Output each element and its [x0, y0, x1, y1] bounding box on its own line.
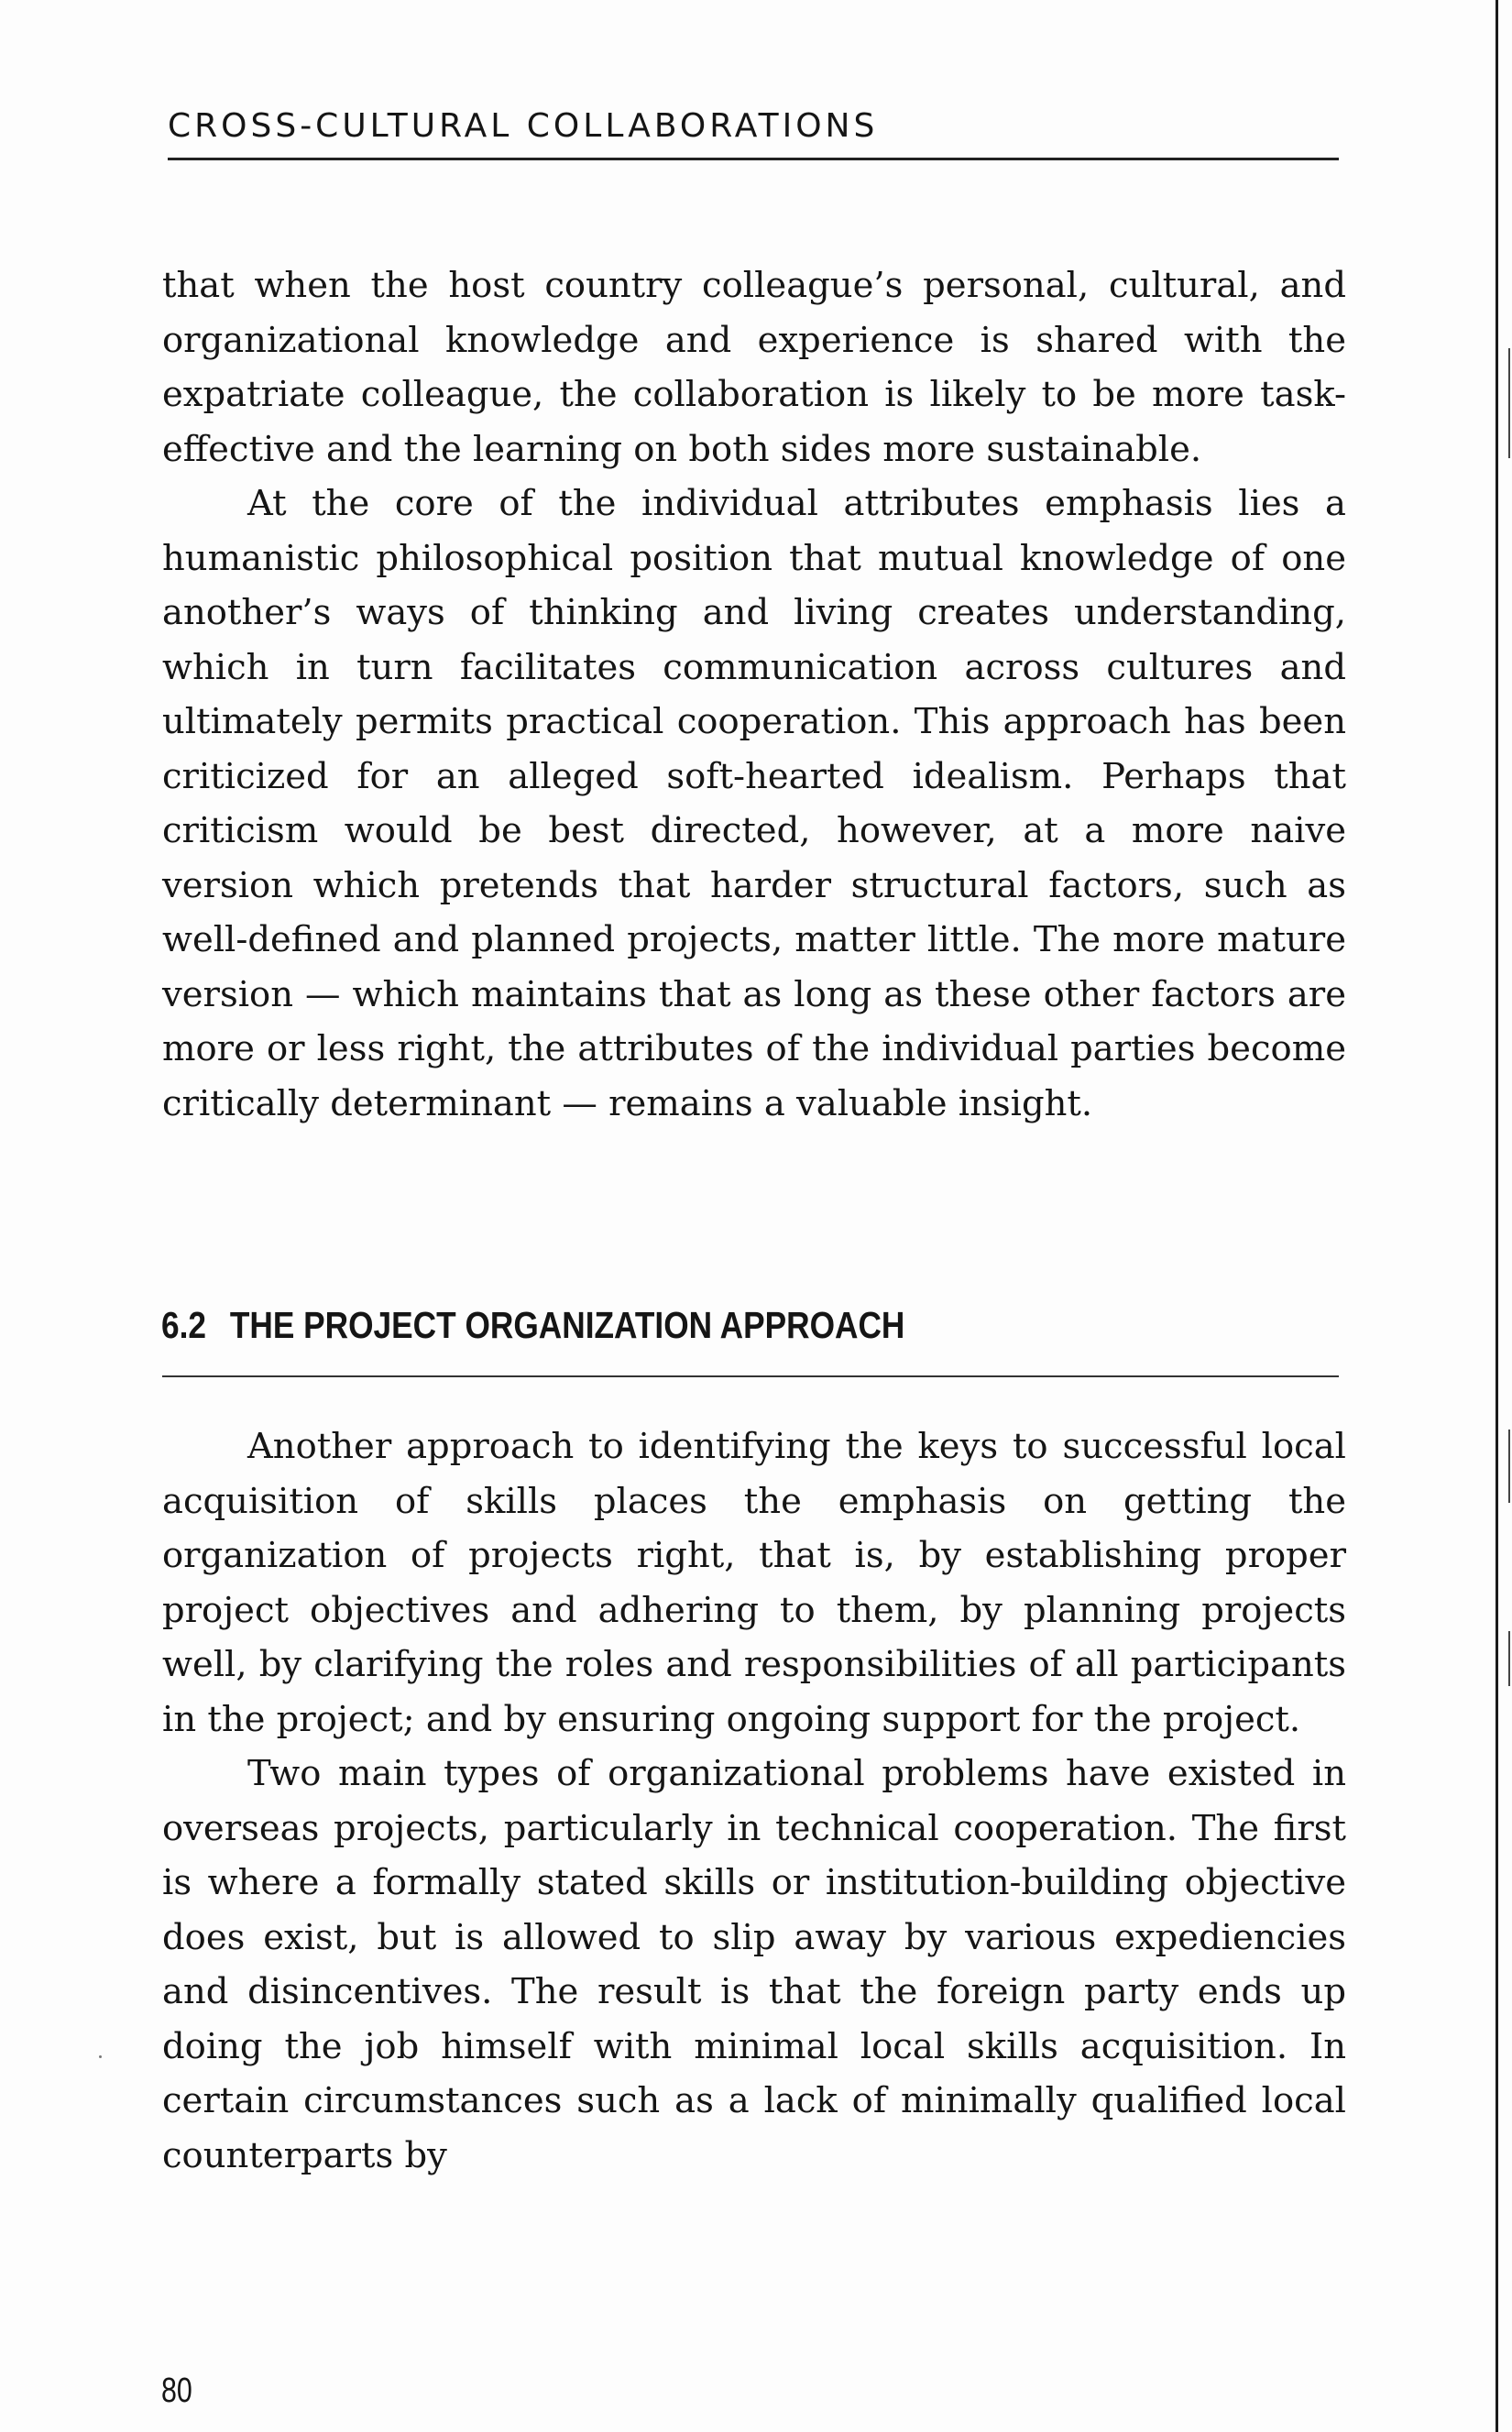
scan-edge-mark [1508, 1430, 1510, 1503]
text-block-before-section [162, 258, 1346, 1131]
text-block-after-section [162, 1419, 1346, 2183]
page-number: 80 [161, 2372, 192, 2410]
scan-speck [99, 2055, 102, 2058]
running-head: CROSS-CULTURAL COLLABORATIONS [168, 107, 879, 145]
paragraph: Another approach to identifying the keys to successful local acquisition of skills places the emphasis on getting the organization of projects right, that is, by establishing proper project objectives and adhering to them, by planning projects well, by clarifying the roles and responsibilities of all participants in the project; and by ensuring ongoing support for the project. [162, 1426, 1346, 1740]
section-title: THE PROJECT ORGANIZATION APPROACH [229, 1304, 905, 1346]
header-rule [168, 158, 1339, 160]
paragraph-continued: that when the host country colleague’s personal, cultural, and organizational knowledge and experience is shared with the expatriate colleague, the collaboration is likely to be more task-effective and the learning on both sides more sustainable. [162, 265, 1346, 470]
section-number: 6.2 [161, 1304, 207, 1346]
section-heading [161, 1303, 904, 1347]
scan-edge-mark [1508, 1631, 1510, 1686]
scan-edge-line [1496, 0, 1498, 2432]
scan-edge-mark [1508, 348, 1510, 458]
section-rule [162, 1375, 1339, 1377]
paragraph: At the core of the individual attributes emphasis lies a humanistic philosophical position that mutual knowledge of one another’s ways of thinking and living creates understanding, which in turn facilitates communication across cultures and ultimately permits practical cooperation. This approach has been criticized for an alleged soft-hearted idealism. Perhaps that criticism would be best directed, however, at a more naive version which pretends that harder structural factors, such as well-defined and planned projects, matter little. The more mature version — which maintains that as long as these other factors are more or less right, the attributes of the individual parties become critically determinant — remains a valuable insight. [162, 483, 1346, 1124]
paragraph: Two main types of organizational problems have existed in overseas projects, particularly in technical cooperation. The first is where a formally stated skills or institution-building objective does exist, but is allowed to slip away by various expediencies and disincentives. The result is that the foreign party ends up doing the job himself with minimal local skills acquisition. In certain circumstances such as a lack of minimally qualified local counterparts by [162, 1753, 1346, 2176]
